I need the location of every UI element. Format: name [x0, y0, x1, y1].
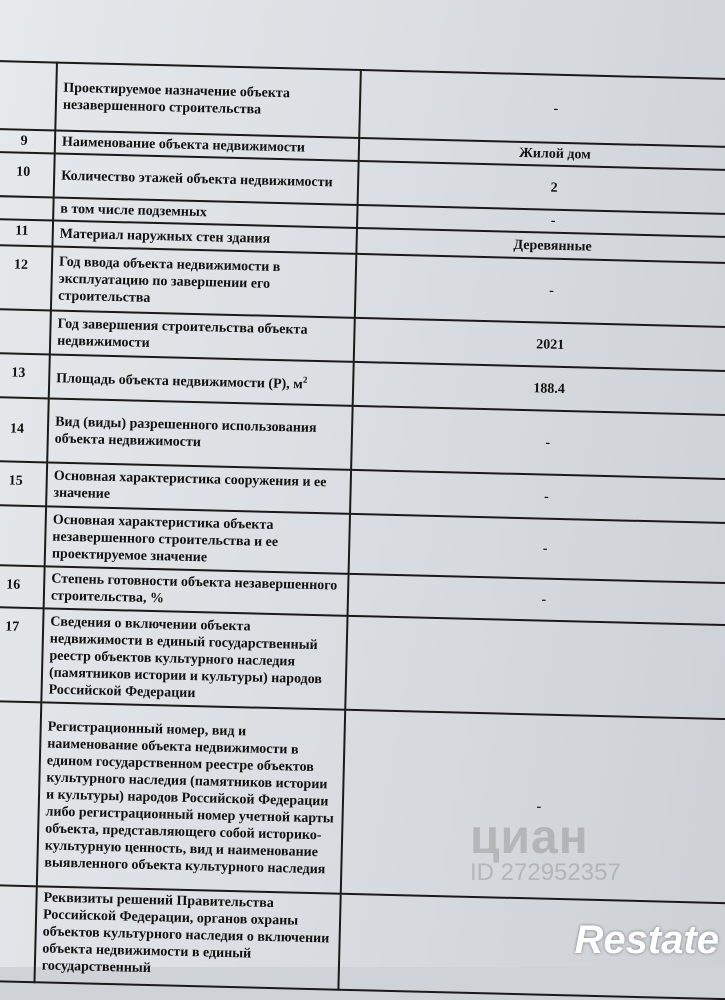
row-label: Основная характеристика сооружения и ее значение [46, 462, 351, 513]
table-row [0, 607, 725, 719]
row-number: 16 [0, 565, 45, 609]
row-number [0, 505, 46, 566]
row-number [0, 61, 57, 130]
row-label: Регистрационный номер, вид и наименование объекта недвижимости в едином государственном реестре объектов культурного наследия (памятников истории и культуры) народов Российской Федерации либо регистрационный номер учетной карты объекта, представляющего собой историко-культурную ценность, вид и наименование выявленного объекта культурного наследия [37, 702, 345, 893]
row-number: 14 [0, 397, 49, 462]
row-number: 17 [0, 607, 44, 702]
row-label: Материал наружных стен здания [52, 220, 357, 253]
row-value: - [351, 406, 725, 480]
restate-logo: Restate [574, 918, 719, 962]
row-number [0, 309, 51, 355]
row-value: - [357, 205, 725, 238]
row-label: в том числе подземных [53, 197, 357, 227]
row-label: Проектируемое назначение объекта незавершенного строительства [55, 63, 361, 138]
row-value: Жилой дом [359, 138, 725, 171]
row-label: Количество этажей объекта недвижимости [54, 154, 359, 205]
row-number: 15 [0, 461, 47, 507]
row-number: 13 [0, 353, 50, 399]
row-number [0, 885, 37, 982]
row-value: 188.4 [353, 362, 725, 416]
row-label: Вид (виды) разрешенного использования объекта недвижимости [47, 398, 352, 469]
row-label: Наименование объекта недвижимости [55, 131, 359, 161]
row-value: - [341, 710, 725, 904]
row-label [49, 354, 354, 405]
watermark-brand: циан [470, 811, 589, 864]
row-label: Год завершения строительства объекта недвижимости [50, 310, 355, 361]
row-value: 2021 [354, 318, 725, 372]
row-number: 12 [0, 245, 52, 310]
row-number: 9 [0, 129, 55, 154]
row-number: 10 [0, 152, 55, 198]
watermark [470, 810, 621, 887]
row-value: - [348, 574, 725, 626]
row-label: Основная характеристика объекта незавершенного строительства и ее проектируемое значение [45, 506, 350, 573]
row-value [345, 616, 725, 720]
area-unit-superscript: 2 [302, 374, 308, 385]
row-value: - [350, 470, 725, 524]
row-value: - [359, 70, 725, 148]
row-number [0, 701, 41, 886]
row-label: Степень готовности объекта незавершенного строительства, % [44, 566, 349, 615]
row-value: Деревянные [356, 228, 725, 264]
row-number: 11 [0, 219, 53, 247]
row-label: Год ввода объекта недвижимости в эксплуатацию по завершении его строительства [51, 246, 356, 317]
row-label: Сведения о включении объекта недвижимости в единый государственный реестр объектов культурного наследия (памятников истории и культуры) народов Российской Федерации [41, 608, 347, 709]
watermark-id: ID 272952357 [470, 859, 621, 886]
row-value: 2 [358, 161, 725, 215]
row-label: Реквизиты решений Правительства Российской Федерации, органов охраны объектов культурного наследия о включении объекта недвижимости в единый государственный [34, 886, 340, 989]
row-value: - [355, 254, 725, 328]
area-label-text: Площадь объекта недвижимости (Р), м [56, 371, 303, 393]
row-number [0, 196, 54, 221]
row-value: - [349, 514, 725, 584]
